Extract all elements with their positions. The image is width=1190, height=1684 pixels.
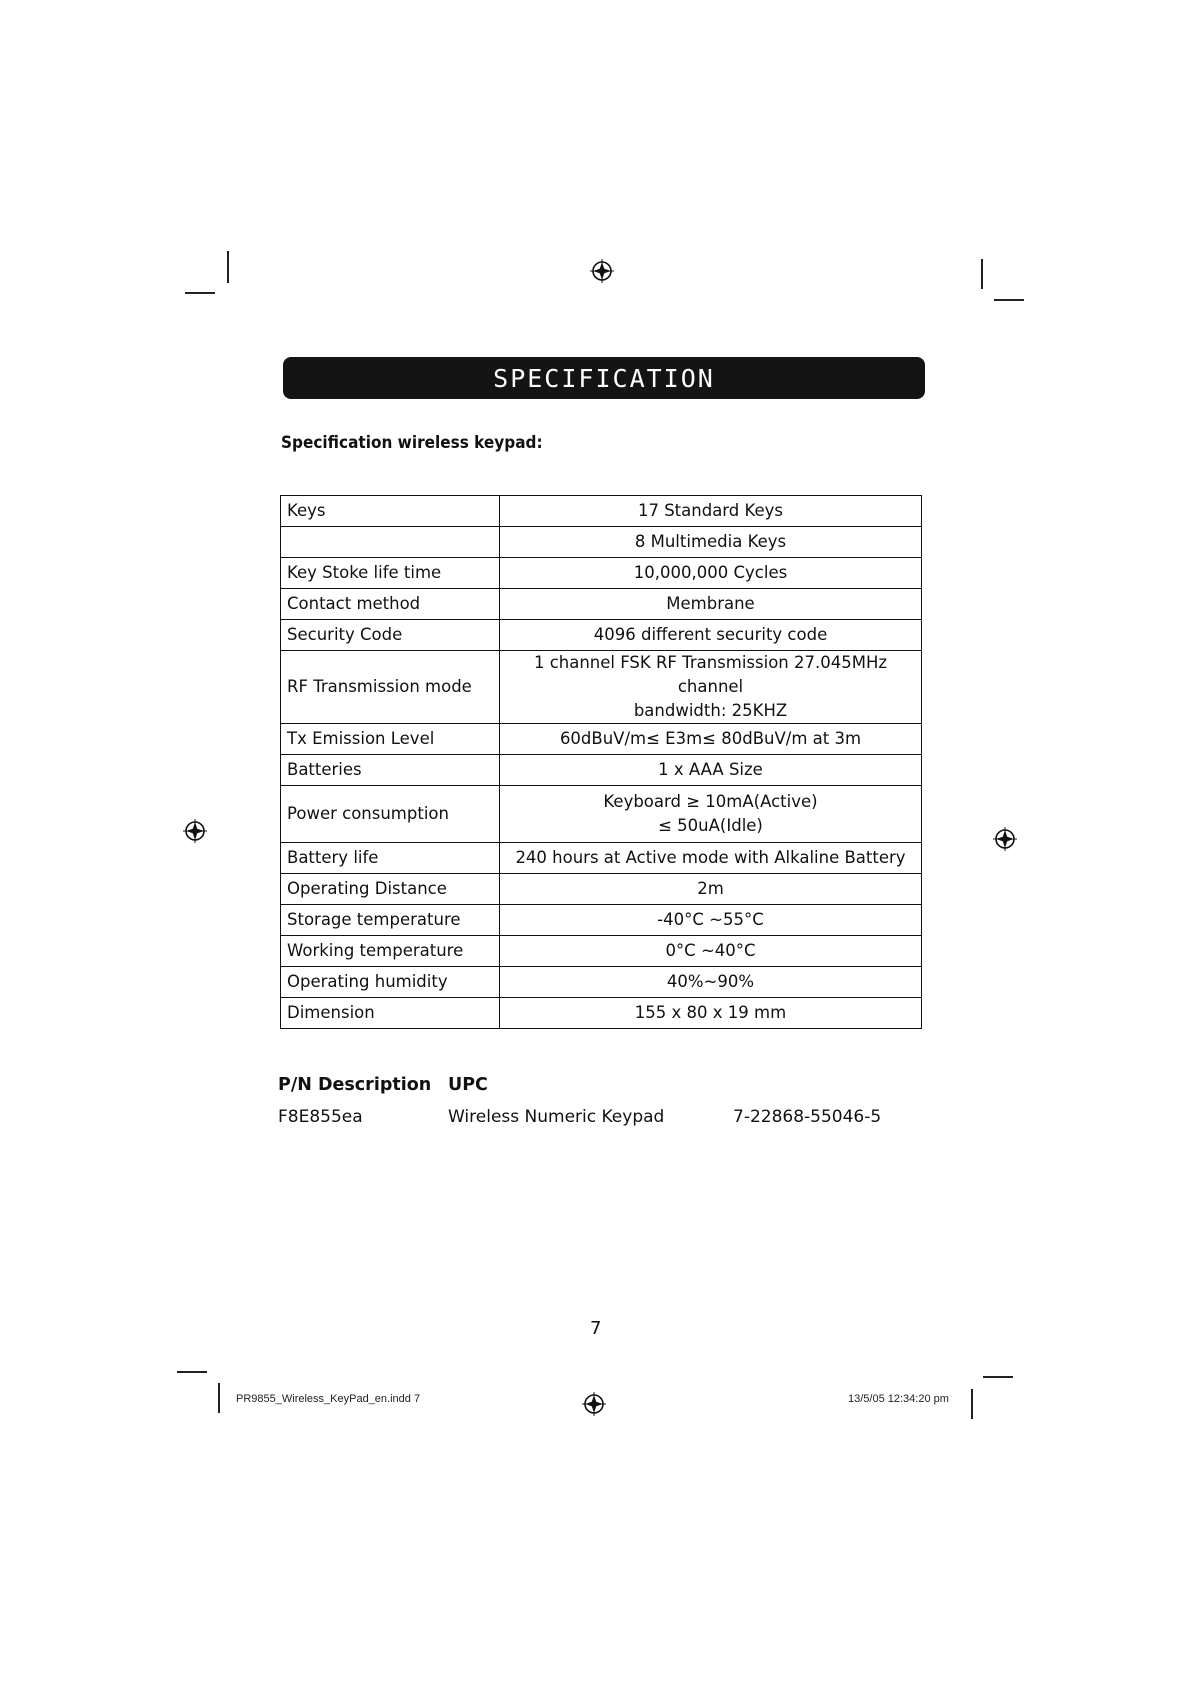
registration-mark-icon — [590, 259, 614, 283]
spec-value: 10,000,000 Cycles — [500, 558, 922, 589]
spec-label: Working temperature — [281, 936, 500, 967]
spec-value: Membrane — [500, 589, 922, 620]
spec-label: Batteries — [281, 755, 500, 786]
spec-value: 1 x AAA Size — [500, 755, 922, 786]
spec-label: Key Stoke life time — [281, 558, 500, 589]
crop-mark — [971, 1389, 973, 1419]
spec-subtitle: Specification wireless keypad: — [281, 433, 543, 453]
table-row — [281, 651, 922, 724]
spec-label: RF Transmission mode — [281, 651, 500, 724]
crop-mark — [983, 1376, 1013, 1378]
spec-label: Storage temperature — [281, 905, 500, 936]
table-row — [281, 527, 922, 558]
spec-label — [281, 527, 500, 558]
part-number: F8E855ea — [278, 1107, 363, 1127]
spec-value: 0°C ~40°C — [500, 936, 922, 967]
spec-value: 40%~90% — [500, 967, 922, 998]
spec-label: Operating Distance — [281, 874, 500, 905]
table-row — [281, 967, 922, 998]
table-row — [281, 874, 922, 905]
spec-value — [500, 651, 922, 724]
spec-label: Contact method — [281, 589, 500, 620]
page-number: 7 — [590, 1318, 602, 1339]
table-row — [281, 843, 922, 874]
spec-label: Keys — [281, 496, 500, 527]
description-header: Description — [318, 1075, 432, 1095]
spec-value-line: ≤ 50uA(Idle) — [658, 816, 763, 835]
spec-value-line: 1 channel FSK RF Transmission 27.045MHz channel — [533, 653, 888, 696]
table-row — [281, 724, 922, 755]
spec-label: Dimension — [281, 998, 500, 1029]
table-row — [281, 755, 922, 786]
registration-mark-icon — [183, 819, 207, 843]
table-row — [281, 905, 922, 936]
spec-value: -40°C ~55°C — [500, 905, 922, 936]
crop-mark — [981, 259, 983, 289]
spec-value-line: bandwidth: 25KHZ — [633, 701, 788, 720]
spec-value: 2m — [500, 874, 922, 905]
spec-value: 8 Multimedia Keys — [500, 527, 922, 558]
product-description: Wireless Numeric Keypad — [448, 1107, 665, 1127]
spec-value: 155 x 80 x 19 mm — [500, 998, 922, 1029]
spec-label: Power consumption — [281, 786, 500, 843]
crop-mark — [994, 299, 1024, 301]
spec-label: Battery life — [281, 843, 500, 874]
spec-label: Operating humidity — [281, 967, 500, 998]
spec-value-line: Keyboard ≥ 10mA(Active) — [603, 792, 818, 811]
crop-mark — [177, 1371, 207, 1373]
table-row — [281, 558, 922, 589]
spec-value — [500, 786, 922, 843]
table-row — [281, 936, 922, 967]
table-row — [281, 496, 922, 527]
spec-label: Tx Emission Level — [281, 724, 500, 755]
pn-header: P/N — [278, 1075, 312, 1095]
table-row — [281, 786, 922, 843]
table-row — [281, 998, 922, 1029]
spec-value: 60dBuV/m≤ E3m≤ 80dBuV/m at 3m — [500, 724, 922, 755]
footer-datetime: 13/5/05 12:34:20 pm — [848, 1393, 949, 1405]
upc-header: UPC — [448, 1075, 488, 1095]
spec-label: Security Code — [281, 620, 500, 651]
upc-code: 7-22868-55046-5 — [733, 1107, 882, 1127]
registration-mark-icon — [582, 1392, 606, 1416]
crop-mark — [218, 1383, 220, 1413]
registration-mark-icon — [993, 827, 1017, 851]
spec-value: 17 Standard Keys — [500, 496, 922, 527]
section-title: SPECIFICATION — [493, 363, 715, 393]
crop-mark — [185, 292, 215, 294]
spec-table — [280, 495, 922, 1029]
section-banner — [283, 357, 925, 399]
table-row — [281, 589, 922, 620]
table-row — [281, 620, 922, 651]
crop-mark — [227, 251, 229, 283]
spec-value: 4096 different security code — [500, 620, 922, 651]
spec-value: 240 hours at Active mode with Alkaline Battery — [500, 843, 922, 874]
footer-filename: PR9855_Wireless_KeyPad_en.indd 7 — [236, 1393, 421, 1405]
